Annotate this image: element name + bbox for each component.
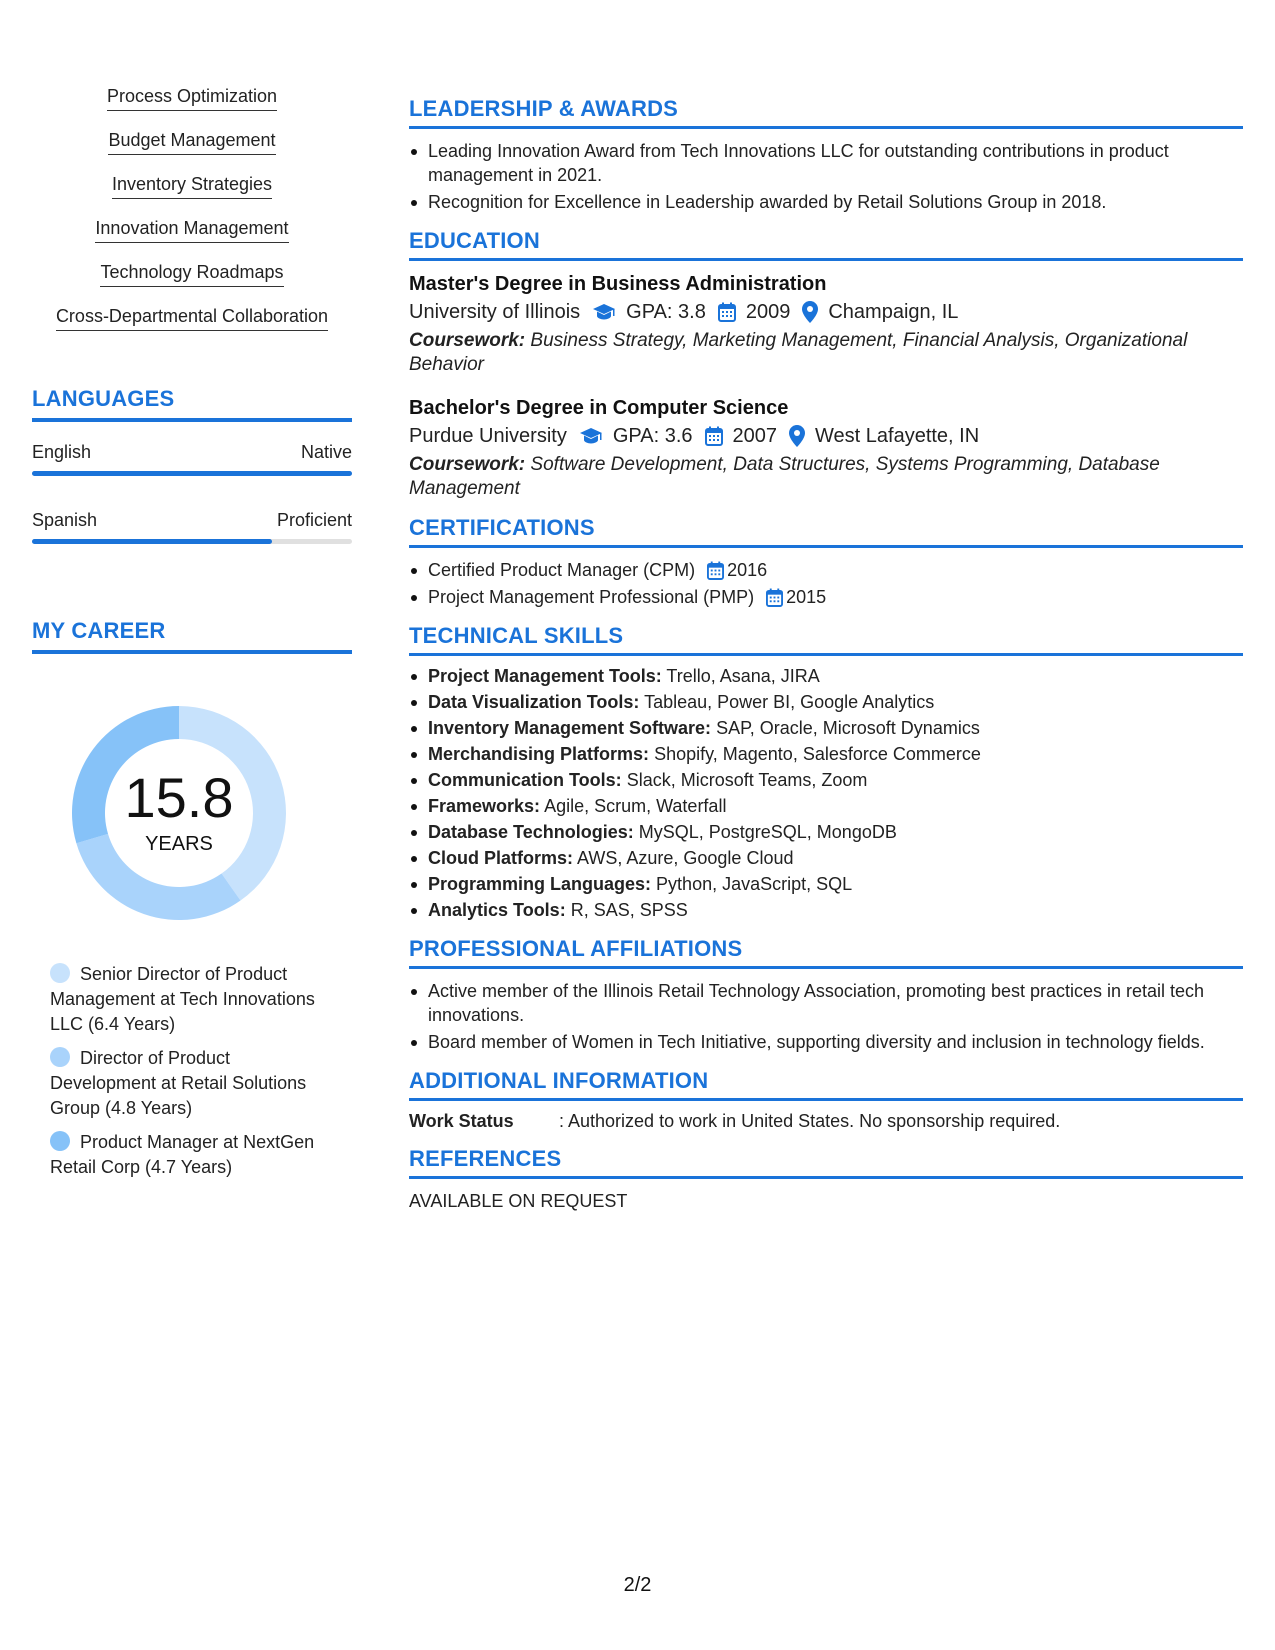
affiliations-list [409,979,1243,1054]
graduation-year: 2009 [745,301,791,323]
languages-section [32,386,352,544]
technical-skill-item [409,664,1243,688]
location-pin-icon [802,301,818,323]
calendar-icon [707,561,724,580]
skill-item: Inventory Strategies [112,174,272,199]
graduation-year: 2007 [732,425,778,447]
career-legend [32,962,352,1180]
career-legend-text: Senior Director of Product Management at Tech Innovations LLC (6.4 Years) [50,964,315,1034]
graduation-cap-icon [592,303,616,321]
technical-skill-label: Inventory Management Software: [428,718,712,738]
work-status-label: Work Status [409,1111,514,1131]
certifications-section [409,515,1243,609]
affiliation-item: Board member of Women in Tech Initiative, supporting diversity and inclusion in technology fields. [409,1030,1243,1054]
languages-heading: LANGUAGES [32,386,352,422]
language-name: Spanish [32,510,98,530]
degree-title: Bachelor's Degree in Computer Science [409,397,789,419]
technical-skill-label: Communication Tools: [428,770,622,790]
education-heading: EDUCATION [409,228,1243,261]
affiliations-heading: PROFESSIONAL AFFILIATIONS [409,936,1243,969]
technical-skills-section [409,623,1243,922]
technical-skill-value: AWS, Azure, Google Cloud [577,848,794,868]
skill-item: Technology Roadmaps [100,262,283,287]
career-donut-chart [64,698,294,928]
education-entry [409,271,1243,377]
technical-skill-value: R, SAS, SPSS [570,900,688,920]
certifications-heading: CERTIFICATIONS [409,515,1243,548]
language-proficiency-bar [32,539,352,544]
skill-item: Budget Management [108,130,275,155]
career-legend-item [50,1130,330,1180]
technical-skill-label: Programming Languages: [428,874,652,894]
technical-skill-item [409,872,1243,896]
technical-skill-value: Trello, Asana, JIRA [666,666,820,686]
technical-skill-label: Database Technologies: [428,822,634,842]
certification-year: 2015 [786,587,827,607]
career-legend-item [50,962,330,1037]
technical-skill-label: Data Visualization Tools: [428,692,640,712]
technical-skill-label: Merchandising Platforms: [428,744,650,764]
language-item [32,442,352,476]
gpa: GPA: 3.6 [612,425,693,447]
career-total-years: 15.8 [124,766,234,829]
education-section [409,228,1243,501]
calendar-icon [705,426,723,446]
school-location: West Lafayette, IN [815,425,980,447]
leadership-section [409,96,1243,214]
references-section [409,1146,1243,1212]
career-legend-text: Director of Product Development at Retail Solutions Group (4.8 Years) [50,1048,307,1118]
right-column [409,96,1243,1226]
technical-skill-label: Analytics Tools: [428,900,566,920]
coursework-label: Coursework: [409,330,526,351]
leadership-heading: LEADERSHIP & AWARDS [409,96,1243,129]
technical-skills-list [409,664,1243,922]
language-name: English [32,442,92,462]
school-location: Champaign, IL [828,301,959,323]
references-text: AVAILABLE ON REQUEST [409,1191,628,1211]
work-status-row [409,1111,1243,1132]
coursework-label: Coursework: [409,454,526,475]
coursework [409,453,1243,501]
language-item [32,510,352,544]
career-section [32,618,352,1180]
career-legend-item [50,1046,330,1121]
skill-item: Process Optimization [107,86,277,111]
technical-skill-item [409,846,1243,870]
left-column [32,86,352,1189]
legend-dot-icon [50,963,70,983]
technical-skill-item [409,898,1243,922]
gpa: GPA: 3.8 [626,301,706,323]
legend-dot-icon [50,1131,70,1151]
technical-skill-item [409,742,1243,766]
location-pin-icon [789,425,805,447]
career-heading: MY CAREER [32,618,352,654]
language-level: Proficient [276,510,352,530]
legend-dot-icon [50,1047,70,1067]
technical-skill-value: Tableau, Power BI, Google Analytics [644,692,935,712]
calendar-icon [766,588,783,607]
additional-info-section [409,1068,1243,1132]
coursework-text: Business Strategy, Marketing Management, Financial Analysis, Organizational Behavior [409,330,1188,375]
page-number: 2/2 [623,1574,652,1596]
education-meta [409,421,1243,451]
degree-title: Master's Degree in Business Administration [409,273,827,295]
technical-skill-label: Project Management Tools: [428,666,662,686]
technical-skill-value: Shopify, Magento, Salesforce Commerce [654,744,981,764]
technical-skill-label: Cloud Platforms: [428,848,574,868]
language-proficiency-fill [32,539,272,544]
school-name: University of Illinois [409,301,581,323]
technical-skill-value: Agile, Scrum, Waterfall [544,796,727,816]
technical-skill-value: Slack, Microsoft Teams, Zoom [626,770,868,790]
certification-item [409,558,1243,582]
affiliation-item: Active member of the Illinois Retail Technology Association, promoting best practices in retail tech innovations. [409,979,1243,1027]
school-name: Purdue University [409,425,567,447]
language-proficiency-fill [32,471,352,476]
leadership-item: Leading Innovation Award from Tech Innovations LLC for outstanding contributions in product management in 2021. [409,139,1243,187]
technical-skill-value: MySQL, PostgreSQL, MongoDB [638,822,897,842]
technical-skill-item [409,794,1243,818]
graduation-cap-icon [579,427,603,445]
technical-skills-heading: TECHNICAL SKILLS [409,623,1243,656]
language-proficiency-bar [32,471,352,476]
education-entry [409,395,1243,501]
references-heading: REFERENCES [409,1146,1243,1179]
skill-item: Innovation Management [95,218,288,243]
technical-skill-item [409,690,1243,714]
certification-name: Certified Product Manager (CPM) [428,560,696,580]
technical-skill-value: Python, JavaScript, SQL [656,874,853,894]
skill-item: Cross-Departmental Collaboration [56,306,328,331]
certification-item [409,585,1243,609]
career-total-unit: YEARS [145,833,213,855]
technical-skill-value: SAP, Oracle, Microsoft Dynamics [716,718,980,738]
certification-year: 2016 [727,560,768,580]
certifications-list [409,558,1243,609]
coursework-text: Software Development, Data Structures, Systems Programming, Database Management [409,454,1160,499]
technical-skill-label: Frameworks: [428,796,541,816]
leadership-item: Recognition for Excellence in Leadership awarded by Retail Solutions Group in 2018. [409,190,1243,214]
calendar-icon [718,302,736,322]
technical-skill-item [409,820,1243,844]
technical-skill-item [409,716,1243,740]
coursework [409,329,1243,377]
language-level: Native [300,442,352,462]
affiliations-section [409,936,1243,1054]
work-status-value: : Authorized to work in United States. No sponsorship required. [559,1111,1061,1131]
additional-info-heading: ADDITIONAL INFORMATION [409,1068,1243,1101]
career-legend-text: Product Manager at NextGen Retail Corp (4.7 Years) [50,1132,315,1177]
certification-name: Project Management Professional (PMP) [428,587,755,607]
technical-skill-item [409,768,1243,792]
skills-list [32,86,352,350]
leadership-list [409,139,1243,214]
education-meta [409,297,1243,327]
